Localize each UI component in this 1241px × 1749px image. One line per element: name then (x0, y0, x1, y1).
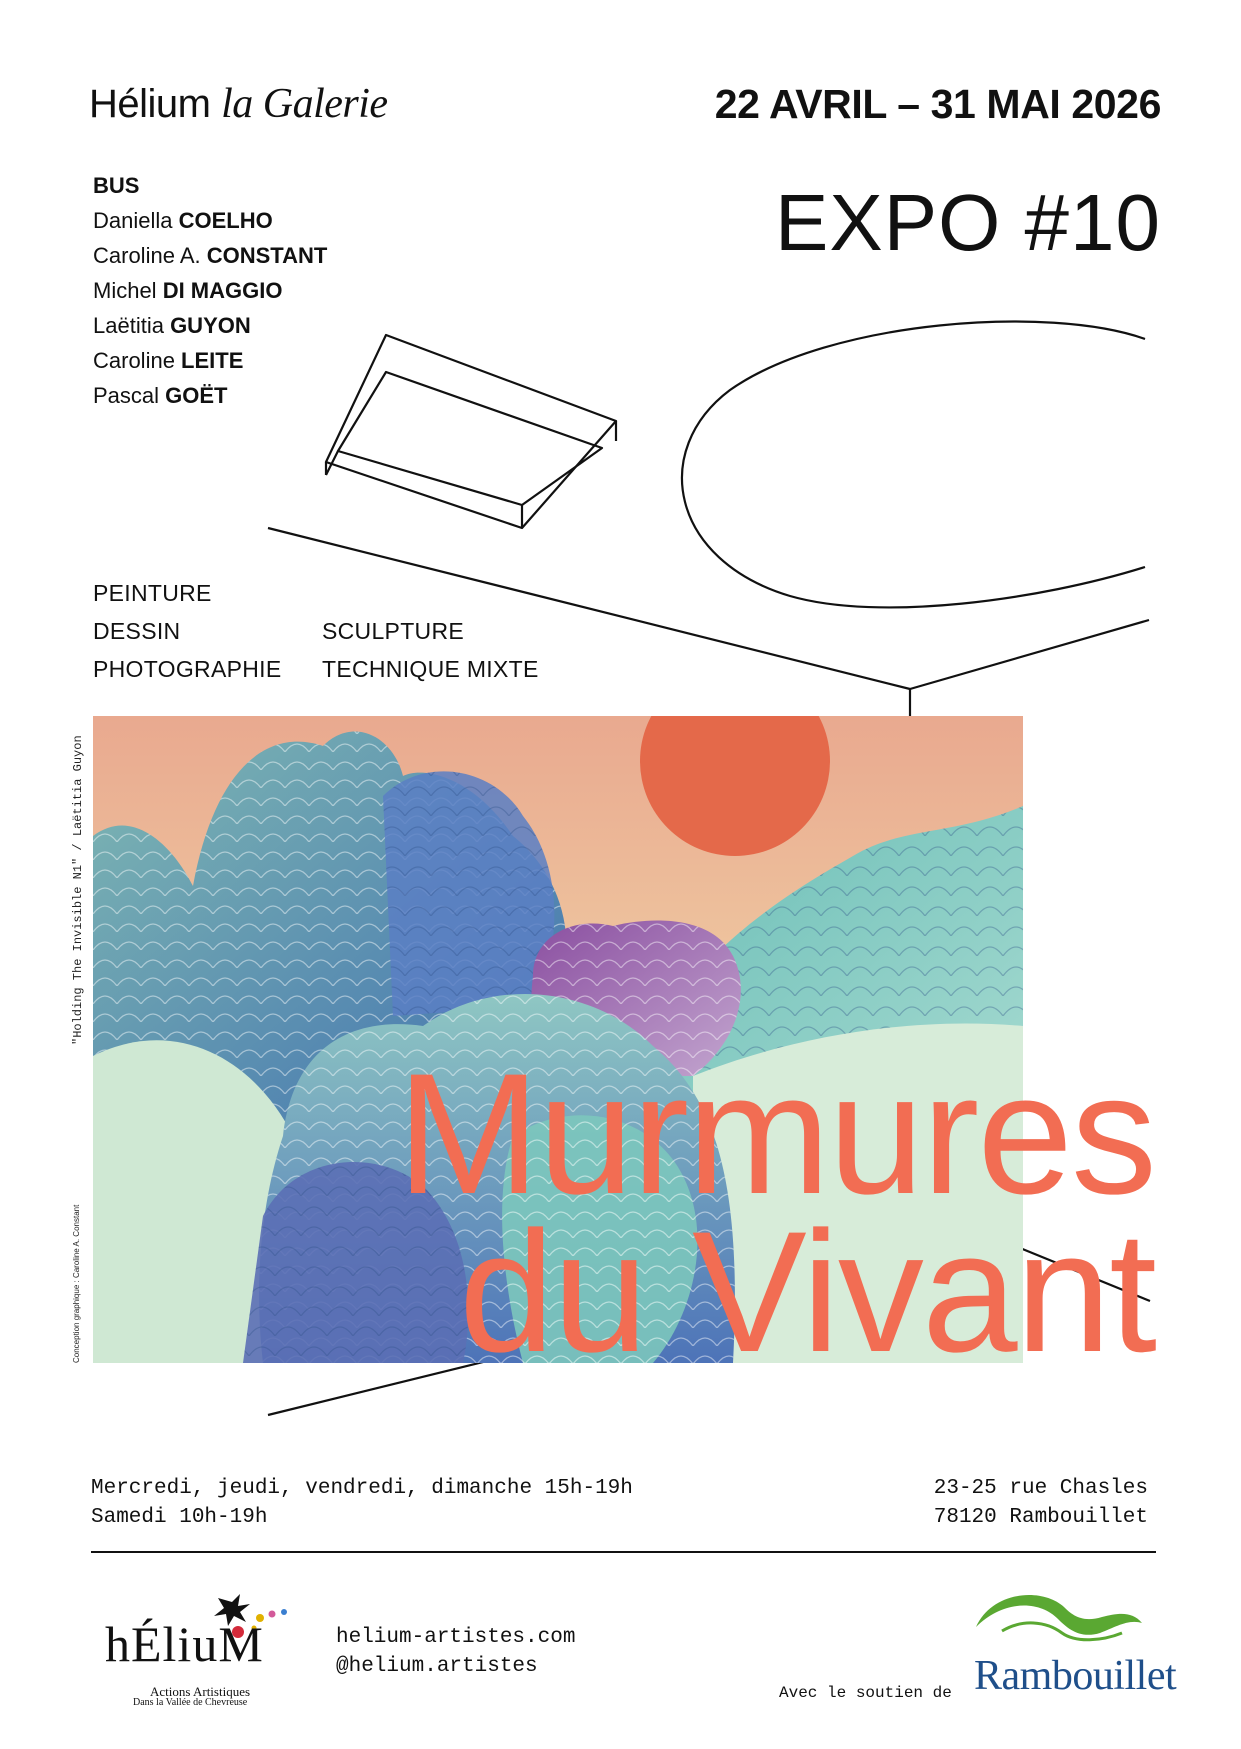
address-line-2: 78120 Rambouillet (933, 1506, 1148, 1529)
artist-row: Michel DI MAGGIO (93, 278, 283, 303)
ellipse-arc (682, 322, 1145, 608)
design-credit: Conception graphique : Caroline A. Constant (72, 1204, 81, 1363)
helium-logo-sub: Actions Artistiques (150, 1684, 251, 1699)
rambouillet-leaf-icon (972, 1583, 1146, 1647)
exhibition-title (300, 1038, 1155, 1388)
title-line-1: Murmures (396, 1038, 1155, 1230)
helium-logo-sub2: Dans la Vallée de Chevreuse (133, 1697, 248, 1708)
discipline-dessin: DESSIN (93, 618, 181, 644)
discipline-photographie: PHOTOGRAPHIE (93, 656, 282, 682)
gallery-title (89, 80, 388, 128)
address-line-1: 23-25 rue Chasles (933, 1477, 1148, 1500)
exhibition-dates: 22 AVRIL – 31 MAI 2026 (714, 81, 1161, 127)
artwork-credit: "Holding The Invisible N1" / Laëtitia Guyon (71, 735, 85, 1045)
discipline-sculpture: SCULPTURE (322, 618, 465, 644)
support-text: Avec le soutien de (779, 1684, 952, 1702)
expo-number: EXPO #10 (774, 178, 1161, 267)
artist-row: BUS (93, 173, 140, 198)
artist-row: Laëtitia GUYON (93, 313, 251, 338)
artist-row: Pascal GOËT (93, 383, 228, 408)
title-line-2: du Vivant (458, 1196, 1155, 1388)
divider (91, 1551, 1156, 1553)
artist-row: Daniella COELHO (93, 208, 273, 233)
discipline-peinture: PEINTURE (93, 580, 212, 606)
helium-logo-word: hÉliuM (105, 1616, 264, 1672)
address (934, 1474, 1148, 1532)
perspective-line-right (910, 620, 1149, 689)
lamp-outer (326, 335, 616, 528)
sponsor-logo-word: Rambouillet (974, 1653, 1177, 1699)
gallery-subtitle: la Galerie (221, 81, 388, 127)
schedule (91, 1474, 633, 1532)
lamp-inner (338, 372, 602, 505)
gallery-name: Hélium (89, 82, 211, 126)
website-link[interactable]: helium-artistes.com (336, 1626, 576, 1649)
artists-list (93, 168, 327, 413)
artist-row: Caroline LEITE (93, 348, 244, 373)
schedule-line-1: Mercredi, jeudi, vendredi, dimanche 15h-19h (91, 1477, 633, 1500)
social-handle[interactable]: @helium.artistes (336, 1655, 538, 1678)
discipline-technique-mixte: TECHNIQUE MIXTE (322, 656, 539, 682)
artist-row: Caroline A. CONSTANT (93, 243, 328, 268)
contact-links (336, 1623, 575, 1681)
schedule-line-2: Samedi 10h-19h (91, 1506, 268, 1529)
